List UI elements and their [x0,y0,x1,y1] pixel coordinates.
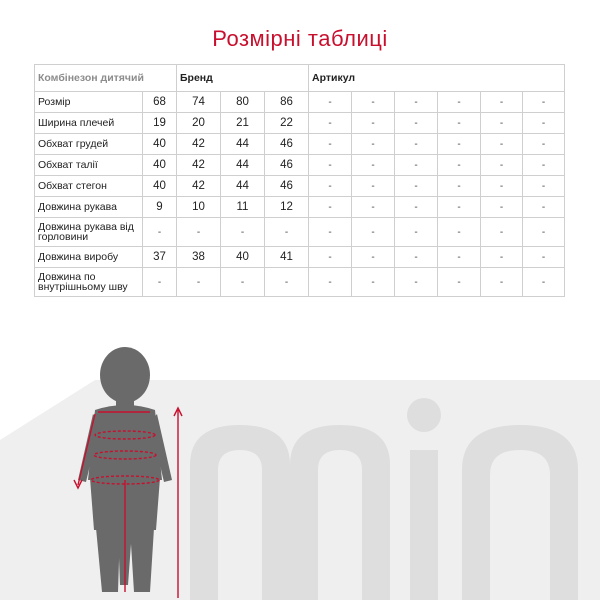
table-cell: - [177,218,221,247]
table-cell: 46 [265,134,309,155]
table-row [35,134,565,155]
table-row [35,218,565,247]
table-body [35,92,565,297]
table-cell: - [309,134,352,155]
table-row [35,113,565,134]
table-cell: - [395,155,438,176]
measurement-illustration [0,330,600,600]
table-cell: - [309,176,352,197]
row-label: Довжина рукава від горловини [35,218,143,247]
table-cell: 21 [221,113,265,134]
table-cell: - [352,92,395,113]
table-cell: 10 [177,197,221,218]
table-cell: 68 [143,92,177,113]
table-cell: 42 [177,176,221,197]
table-cell: 44 [221,155,265,176]
table-cell: 9 [143,197,177,218]
table-cell: - [481,247,523,268]
table-cell: - [523,197,565,218]
table-cell: 74 [177,92,221,113]
row-label: Обхват стегон [35,176,143,197]
table-cell: 80 [221,92,265,113]
table-cell: 40 [143,176,177,197]
table-cell: - [395,197,438,218]
row-label: Ширина плечей [35,113,143,134]
table-cell: 86 [265,92,309,113]
table-cell: - [143,268,177,297]
table-header-row [35,65,565,92]
table-cell: - [523,92,565,113]
table-row [35,92,565,113]
table-cell: - [309,197,352,218]
table-cell: 44 [221,134,265,155]
table-cell: - [523,155,565,176]
table-cell: - [523,134,565,155]
table-cell: - [177,268,221,297]
table-cell: - [523,176,565,197]
table-cell: 40 [221,247,265,268]
table-cell: 12 [265,197,309,218]
table-cell: 40 [143,155,177,176]
row-label: Довжина рукава [35,197,143,218]
table-cell: - [481,197,523,218]
table-cell: - [523,268,565,297]
table-cell: - [523,218,565,247]
table-cell: 19 [143,113,177,134]
table-cell: - [438,218,481,247]
table-cell: - [352,155,395,176]
page-title: Розмірні таблиці [212,26,388,51]
size-table [34,64,565,297]
table-cell: - [395,218,438,247]
table-cell: - [352,197,395,218]
table-row [35,268,565,297]
table-cell: - [481,155,523,176]
table-cell: - [481,268,523,297]
row-label: Розмір [35,92,143,113]
table-cell: - [309,247,352,268]
table-cell: - [309,113,352,134]
table-row [35,247,565,268]
table-cell: 42 [177,134,221,155]
table-cell: - [352,176,395,197]
table-cell: - [352,134,395,155]
table-cell: - [352,218,395,247]
table-cell: 44 [221,176,265,197]
table-cell: - [309,155,352,176]
table-cell: - [221,218,265,247]
table-cell: - [309,268,352,297]
table-cell: - [352,247,395,268]
table-cell: - [438,268,481,297]
table-cell: - [395,134,438,155]
table-cell: - [265,268,309,297]
table-cell: - [352,113,395,134]
table-cell: 41 [265,247,309,268]
table-cell: - [352,268,395,297]
table-cell: - [438,92,481,113]
table-cell: - [438,134,481,155]
table-cell: - [481,176,523,197]
table-cell: 42 [177,155,221,176]
table-cell: - [438,197,481,218]
table-cell: 46 [265,176,309,197]
table-cell: - [481,134,523,155]
product-name: Комбінезон дитячий [35,65,177,92]
table-cell: - [395,92,438,113]
row-label: Довжина виробу [35,247,143,268]
table-cell: 46 [265,155,309,176]
table-cell: - [265,218,309,247]
table-cell: - [438,247,481,268]
table-cell: - [395,268,438,297]
table-cell: - [481,218,523,247]
table-cell: - [395,247,438,268]
row-label: Обхват талії [35,155,143,176]
table-cell: 20 [177,113,221,134]
article-label: Артикул [309,65,565,92]
table-cell: - [438,113,481,134]
table-row [35,155,565,176]
row-label: Обхват грудей [35,134,143,155]
table-cell: 11 [221,197,265,218]
table-cell: - [481,113,523,134]
table-cell: 22 [265,113,309,134]
brand-label: Бренд [177,65,309,92]
table-cell: - [309,92,352,113]
table-cell: - [523,113,565,134]
table-cell: - [481,92,523,113]
row-label: Довжина по внутрішньому шву [35,268,143,297]
table-cell: - [438,176,481,197]
table-cell: 37 [143,247,177,268]
table-cell: - [221,268,265,297]
table-cell: - [395,113,438,134]
table-cell: - [438,155,481,176]
table-cell: 40 [143,134,177,155]
table-cell: - [309,218,352,247]
table-row [35,176,565,197]
table-cell: - [395,176,438,197]
table-row [35,197,565,218]
table-cell: 38 [177,247,221,268]
table-cell: - [523,247,565,268]
table-cell: - [143,218,177,247]
